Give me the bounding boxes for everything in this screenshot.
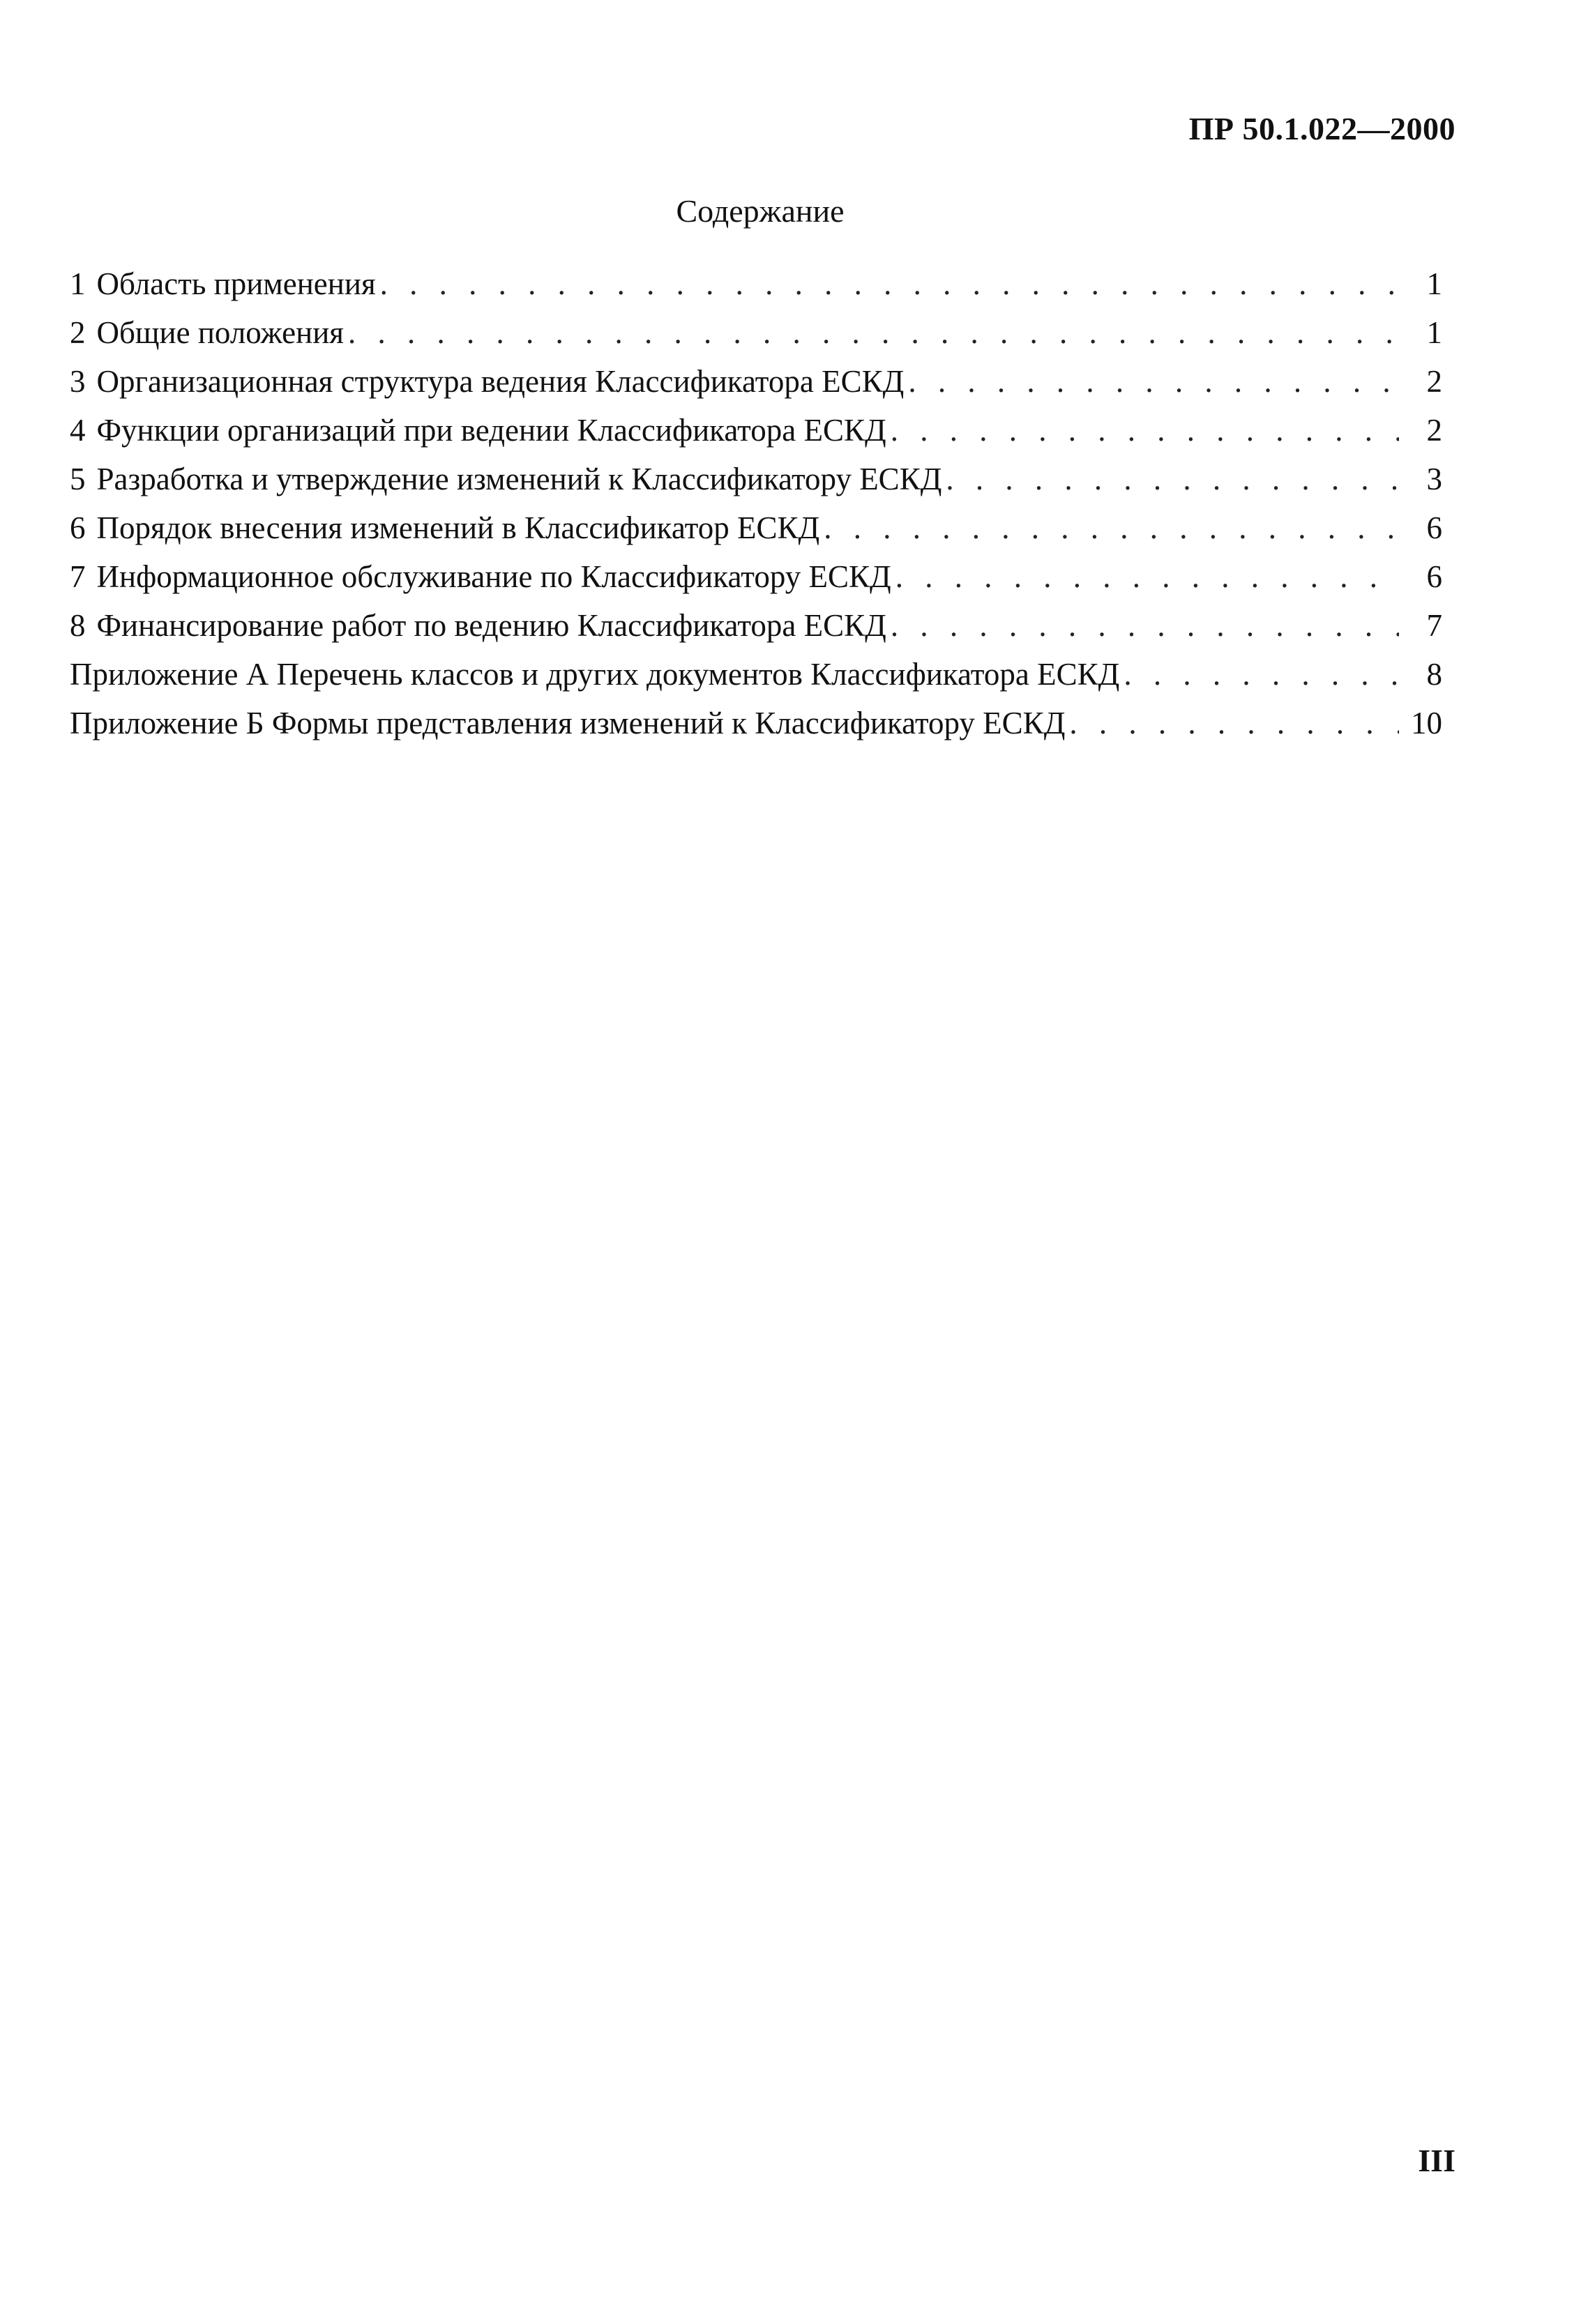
toc-entry-number: 5 <box>70 462 86 496</box>
dot-leader <box>946 455 1399 503</box>
toc-entry-title: Информационное обслуживание по Классификатору ЕСКД <box>96 559 891 594</box>
toc-entry-number: 7 <box>70 559 86 594</box>
toc-entry-title: Область применения <box>96 266 376 301</box>
toc-entry[interactable] <box>70 406 1442 455</box>
dot-leader <box>1124 650 1399 699</box>
toc-entry-page: 3 <box>1426 462 1442 496</box>
document-code: ПР 50.1.022—2000 <box>1188 111 1455 146</box>
toc-entry[interactable] <box>70 552 1442 601</box>
dot-leader <box>891 406 1399 455</box>
toc-entry[interactable] <box>70 357 1442 406</box>
toc-entry-page: 1 <box>1426 266 1442 301</box>
toc-entry[interactable] <box>70 601 1442 650</box>
toc-entry-page: 2 <box>1426 364 1442 399</box>
dot-leader <box>908 357 1399 406</box>
toc-entry-title: Организационная структура ведения Классификатора ЕСКД <box>96 364 905 399</box>
toc-entry-appendix-a[interactable] <box>70 650 1442 699</box>
toc-entry-appendix-b[interactable] <box>70 699 1442 747</box>
toc-entry-title: Функции организаций при ведении Классификатора ЕСКД <box>96 413 886 448</box>
toc-entry-title: Приложение Б Формы представления изменений к Классификатору ЕСКД <box>70 706 1066 741</box>
toc-entry-number: 1 <box>70 266 86 301</box>
toc-entry-page: 6 <box>1426 510 1442 545</box>
dot-leader <box>824 503 1399 552</box>
dot-leader <box>891 601 1399 650</box>
dot-leader <box>1069 699 1399 747</box>
toc-title: Содержание <box>676 193 845 229</box>
toc-entry[interactable] <box>70 455 1442 503</box>
toc-entry-page: 8 <box>1426 657 1442 692</box>
dot-leader <box>348 308 1399 357</box>
toc-entry-title: Финансирование работ по ведению Классификатора ЕСКД <box>96 608 886 643</box>
toc-entry-page: 6 <box>1426 559 1442 594</box>
toc-entry-title: Общие положения <box>96 315 345 350</box>
toc-entry-number: 2 <box>70 315 86 350</box>
dot-leader <box>380 259 1399 308</box>
toc-entry-page: 2 <box>1426 413 1442 448</box>
toc-entry-page: 10 <box>1411 706 1442 741</box>
toc-entry-number: 3 <box>70 364 86 399</box>
page-number: III <box>1418 2143 1455 2178</box>
toc-entry[interactable] <box>70 308 1442 357</box>
toc-entry-number: 8 <box>70 608 86 643</box>
toc-entry-number: 6 <box>70 510 86 545</box>
toc-entry[interactable] <box>70 503 1442 552</box>
dot-leader <box>895 552 1399 601</box>
toc-entry-page: 1 <box>1426 315 1442 350</box>
toc-entry-page: 7 <box>1426 608 1442 643</box>
toc-entry-title: Приложение А Перечень классов и других документов Классификатора ЕСКД <box>70 657 1120 692</box>
toc-entry[interactable] <box>70 259 1442 308</box>
toc-entry-title: Разработка и утверждение изменений к Классификатору ЕСКД <box>96 462 942 496</box>
toc-entry-number: 4 <box>70 413 86 448</box>
table-of-contents <box>70 259 1442 747</box>
toc-entry-title: Порядок внесения изменений в Классификатор ЕСКД <box>96 510 820 545</box>
